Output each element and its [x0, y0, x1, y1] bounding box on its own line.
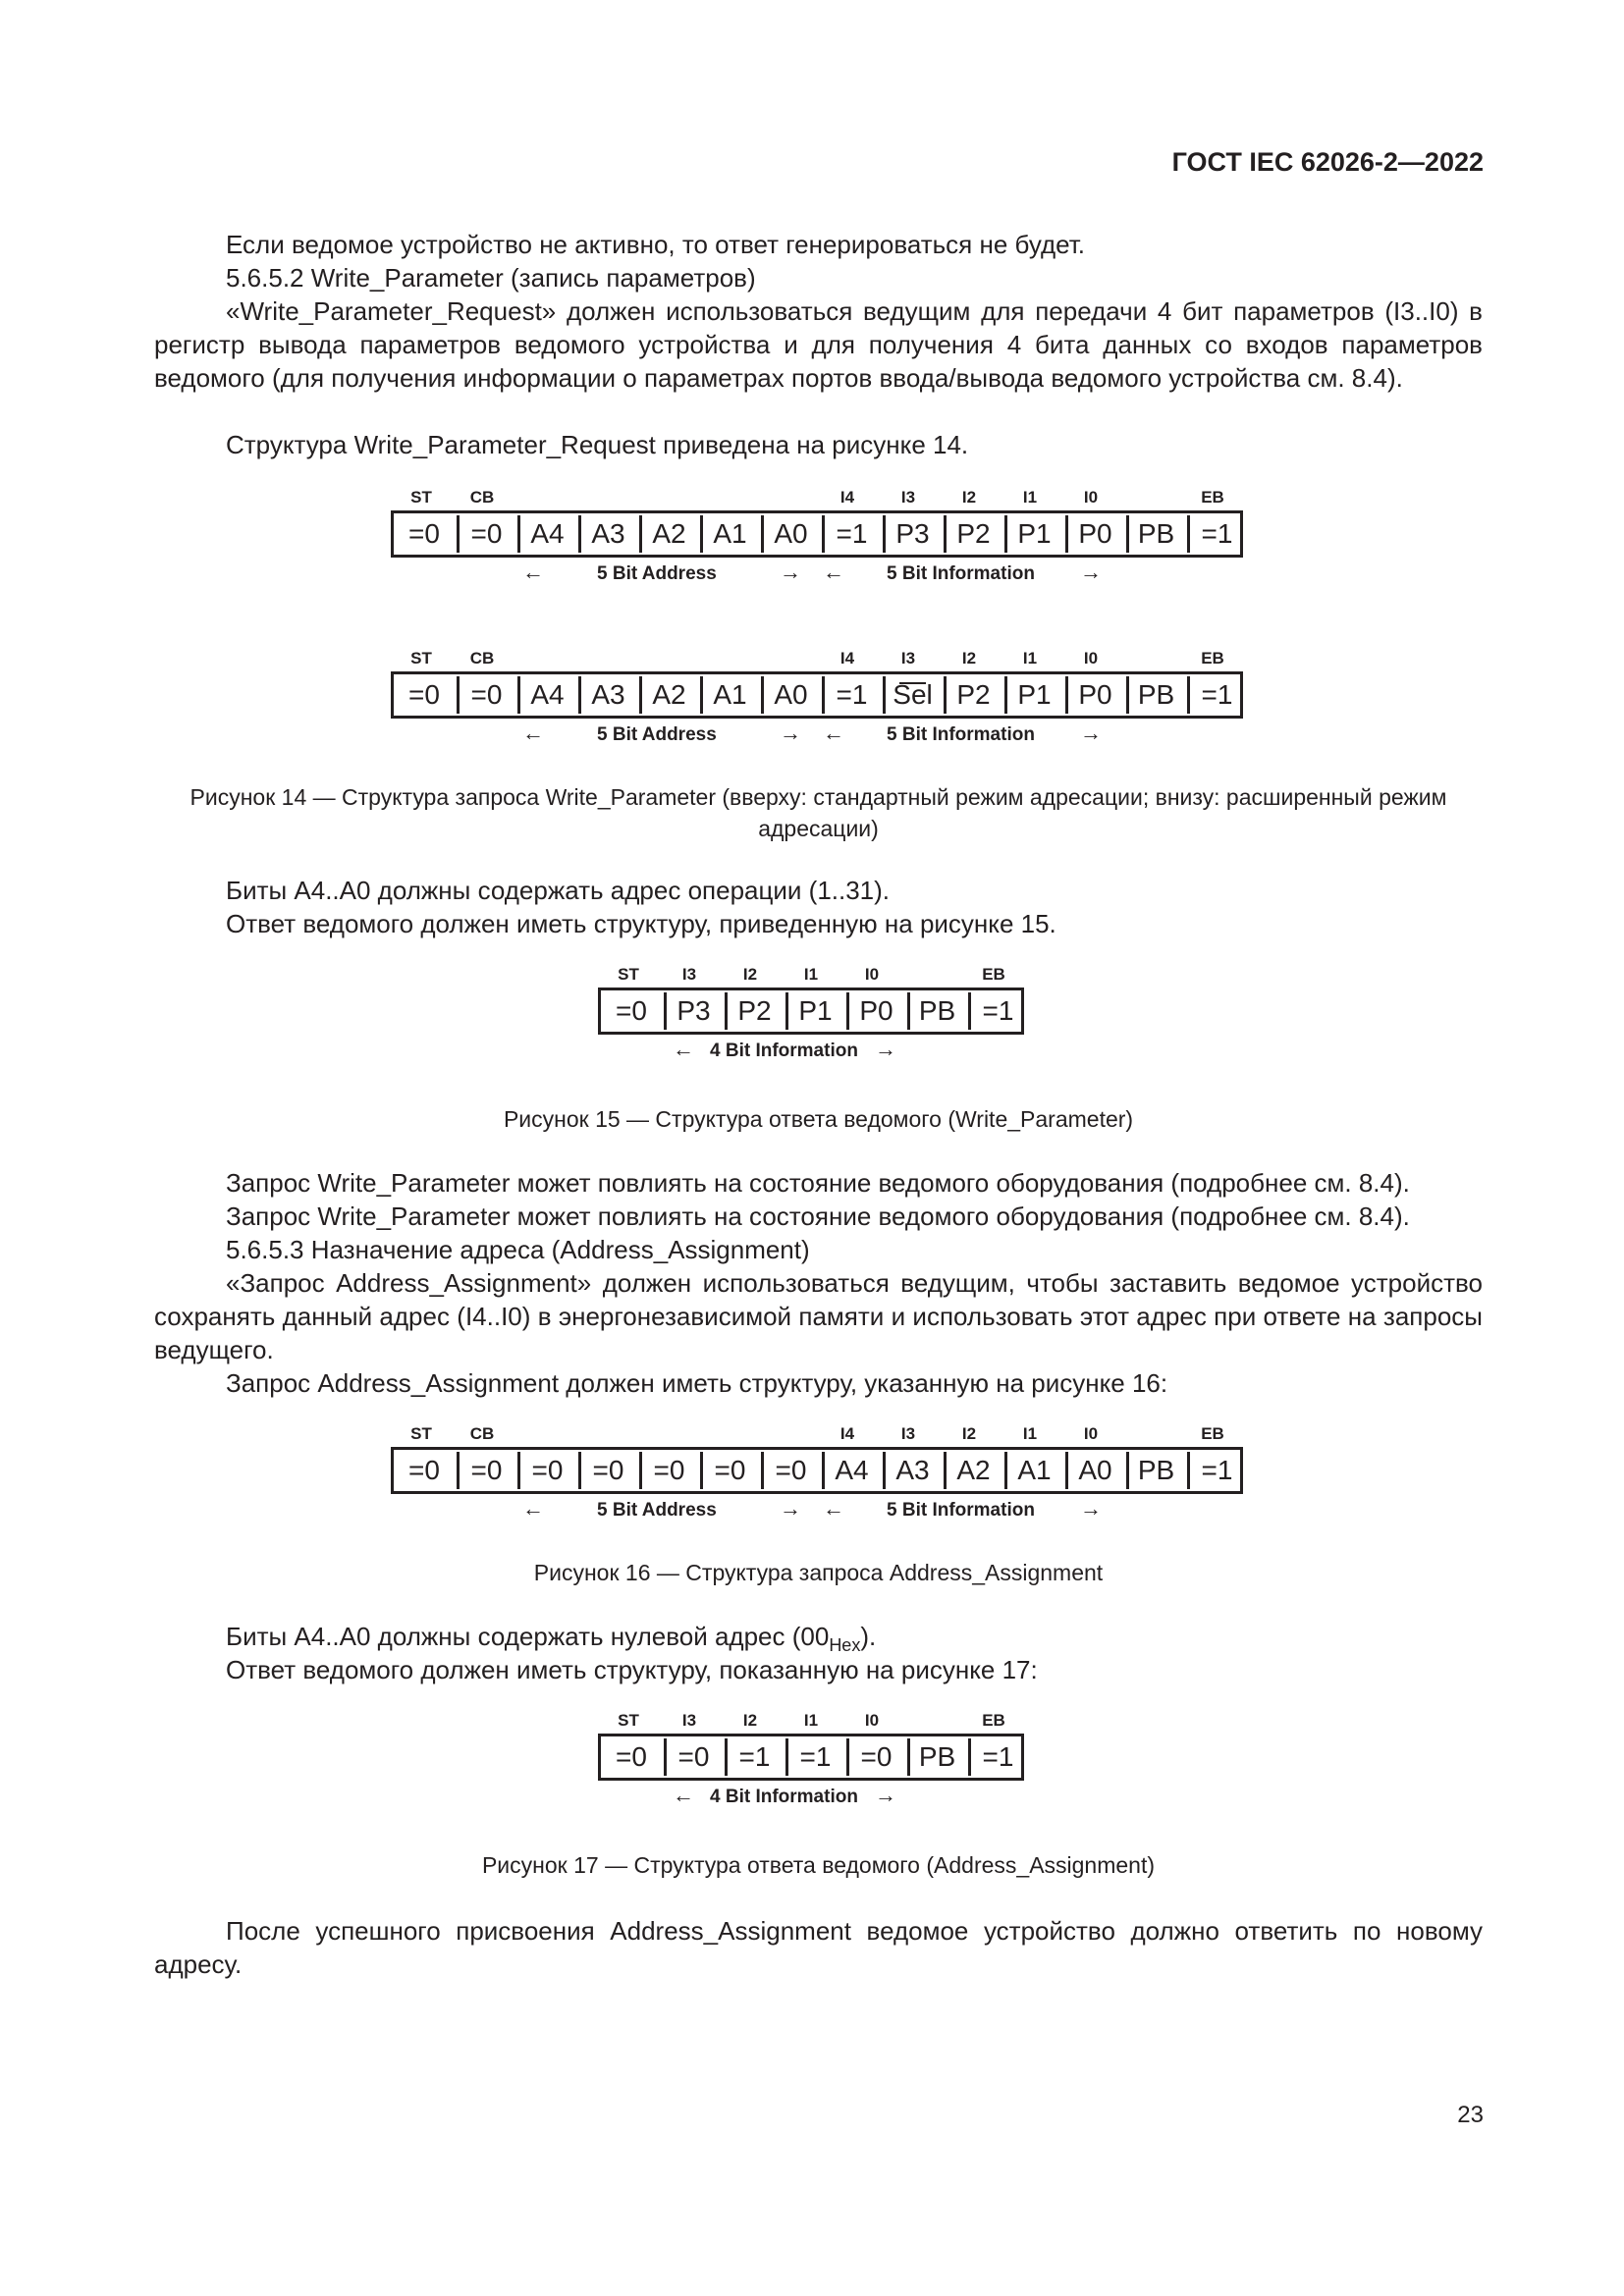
info-group-label: 4 Bit Information: [710, 1041, 858, 1061]
bit-label: EB: [982, 965, 1005, 984]
info-group-label: 5 Bit Information: [887, 1500, 1035, 1521]
bit-cell: A0: [1063, 1450, 1124, 1491]
bit-cell: P0: [1063, 674, 1124, 716]
address-group-label: 5 Bit Address: [597, 1500, 717, 1521]
figure-14-standard-frame: [391, 487, 1243, 589]
document-id: ГОСТ IEC 62026-2—2022: [1171, 147, 1484, 177]
paragraph-text: «Запрос Address_Assignment» должен использоваться ведущим, чтобы заставить ведомое устройство сохранять данный адрес (I4..I0) в энергонезависимой памяти и использовать этот адрес при ответе на запросы ведущего.: [154, 1268, 1483, 1364]
bit-label: I3: [681, 1711, 697, 1730]
bit-cell: P2: [942, 513, 1002, 555]
bit-cell: =1: [723, 1736, 784, 1778]
bit-cell: P3: [662, 990, 723, 1032]
bit-cell: =1: [1185, 513, 1246, 555]
bit-label: I0: [1083, 488, 1099, 507]
bit-cell: =0: [576, 1450, 637, 1491]
bit-label: CB: [469, 1424, 495, 1443]
address-group-label: 5 Bit Address: [597, 724, 717, 745]
bit-label: I1: [803, 1711, 819, 1730]
bit-label: EB: [1201, 1424, 1224, 1443]
bit-label: I2: [961, 1424, 977, 1443]
bit-group-row: [598, 1781, 1024, 1812]
figure-15-caption: Рисунок 15 — Структура ответа ведомого (Write_Parameter): [503, 1106, 1134, 1132]
bit-label: I3: [900, 488, 916, 507]
bit-frame: [391, 1447, 1243, 1494]
figure-16-frame: [391, 1423, 1243, 1525]
bit-label: I3: [681, 965, 697, 984]
bit-labels: [391, 1423, 1243, 1447]
bit-cell: =1: [820, 513, 881, 555]
bit-cell: PB: [1124, 674, 1185, 716]
bit-group-row: [598, 1035, 1024, 1066]
bit-label: I1: [1022, 488, 1038, 507]
bit-labels: [391, 487, 1243, 510]
bit-cell: A2: [637, 674, 698, 716]
bit-label: I4: [839, 1424, 855, 1443]
bit-cell: PB: [905, 990, 966, 1032]
right-arrow-icon: →: [780, 1496, 801, 1521]
paragraph-address-assignment-request: [154, 1266, 1483, 1366]
bit-frame: [598, 988, 1024, 1035]
bit-cell: =1: [1185, 674, 1246, 716]
section-heading-5-6-5-3: 5.6.5.3 Назначение адреса (Address_Assignment): [226, 1235, 810, 1264]
address-group-label: 5 Bit Address: [597, 563, 717, 584]
bit-cell: P1: [1002, 674, 1063, 716]
paragraph-inactive-slave: Если ведомое устройство не активно, то ответ генерироваться не будет.: [226, 230, 1085, 259]
bit-label: I0: [864, 1711, 880, 1730]
paragraph-structure-ref-16: Запрос Address_Assignment должен иметь структуру, указанную на рисунке 16:: [226, 1368, 1168, 1398]
bit-label: I1: [1022, 649, 1038, 667]
bit-label: EB: [1201, 488, 1224, 507]
right-arrow-icon: →: [780, 721, 801, 745]
figure-17-caption: Рисунок 17 — Структура ответа ведомого (Address_Assignment): [481, 1852, 1156, 1878]
left-arrow-icon: ←: [522, 1496, 544, 1521]
paragraph-text: «Write_Parameter_Request» должен использоваться ведущим для передачи 4 бит параметров (I3..I0) в регистр вывода параметров ведомого устройства и для получения 4 бита данных со входов параметров ведомого (для получения информации о параметрах портов ввода/вывода ведомого устройства см. 8.4).: [154, 296, 1483, 393]
paragraph-write-parameter-request: [154, 294, 1483, 395]
left-arrow-icon: ←: [823, 560, 844, 584]
bit-label: I2: [742, 965, 758, 984]
bit-labels: [598, 964, 1024, 988]
bit-cell: PB: [905, 1736, 966, 1778]
bit-group-row: [391, 1494, 1243, 1525]
bit-cell: PB: [1124, 1450, 1185, 1491]
bit-frame: [391, 671, 1243, 719]
bit-label: I0: [864, 965, 880, 984]
bit-cell: =0: [844, 1736, 905, 1778]
bit-cell: =0: [455, 1450, 515, 1491]
info-group-label: 5 Bit Information: [887, 724, 1035, 745]
bit-labels: [598, 1710, 1024, 1734]
bit-cell: P1: [784, 990, 844, 1032]
left-arrow-icon: ←: [522, 721, 544, 745]
paragraph-structure-ref-17: Ответ ведомого должен иметь структуру, показанную на рисунке 17:: [226, 1655, 1038, 1684]
bit-label: I3: [900, 649, 916, 667]
bit-cell: =1: [966, 1736, 1027, 1778]
bit-cell: A4: [515, 513, 576, 555]
bit-cell: A2: [637, 513, 698, 555]
right-arrow-icon: →: [875, 1783, 896, 1807]
bit-cell: =0: [759, 1450, 820, 1491]
bit-cell: =0: [408, 679, 440, 710]
bit-label: I0: [1083, 649, 1099, 667]
bit-label: I1: [1022, 1424, 1038, 1443]
zero-address-close: ).: [860, 1622, 877, 1651]
paragraph-write-parameter-effect: Запрос Write_Parameter может повлиять на состояние ведомого оборудования (подробнее см. 8.4).: [226, 1168, 1410, 1198]
figure-16-caption: Рисунок 16 — Структура запроса Address_Assignment: [533, 1560, 1104, 1585]
right-arrow-icon: →: [780, 560, 801, 584]
figure-15-frame: [598, 964, 1024, 1066]
bit-cell: A4: [515, 674, 576, 716]
bit-cell: =0: [616, 995, 647, 1026]
bit-cell: P0: [1063, 513, 1124, 555]
bit-label: EB: [982, 1711, 1005, 1730]
figure-17-frame: [598, 1710, 1024, 1812]
figure-14-extended-frame: [391, 648, 1243, 750]
zero-address-text: Биты A4..A0 должны содержать нулевой адрес (00: [226, 1622, 830, 1651]
bit-label: I1: [803, 965, 819, 984]
bit-label: I4: [839, 488, 855, 507]
bit-cell: P1: [1002, 513, 1063, 555]
bit-cell: =1: [820, 674, 881, 716]
bit-label: I4: [839, 649, 855, 667]
bit-label: I0: [1083, 1424, 1099, 1443]
sel-bit-cell: Sel: [881, 674, 942, 716]
paragraph-structure-ref-14: Структура Write_Parameter_Request приведена на рисунке 14.: [226, 430, 969, 459]
bit-label: ST: [618, 965, 639, 984]
bit-cell: =0: [698, 1450, 759, 1491]
bit-label: ST: [410, 649, 432, 667]
bit-label: ST: [410, 1424, 432, 1443]
bit-label: I2: [961, 488, 977, 507]
paragraph-structure-ref-15: Ответ ведомого должен иметь структуру, приведенную на рисунке 15.: [226, 909, 1056, 938]
bit-labels: [391, 648, 1243, 671]
bit-cell: PB: [1124, 513, 1185, 555]
bit-label: EB: [1201, 649, 1224, 667]
left-arrow-icon: ←: [673, 1037, 694, 1061]
bit-cell: A3: [576, 674, 637, 716]
bit-cell: A4: [820, 1450, 881, 1491]
right-arrow-icon: →: [875, 1037, 896, 1061]
info-group-label: 5 Bit Information: [887, 563, 1035, 584]
bit-label: ST: [618, 1711, 639, 1730]
bit-cell: =0: [616, 1741, 647, 1772]
paragraph-address-bits: Биты A4..A0 должны содержать адрес операции (1..31).: [226, 876, 891, 905]
bit-cell: A0: [759, 674, 820, 716]
bit-cell: A2: [942, 1450, 1002, 1491]
bit-cell: =1: [966, 990, 1027, 1032]
bit-cell: P2: [723, 990, 784, 1032]
bit-cell: =1: [784, 1736, 844, 1778]
left-arrow-icon: ←: [823, 1496, 844, 1521]
bit-cell: A3: [576, 513, 637, 555]
right-arrow-icon: →: [1080, 560, 1102, 584]
bit-cell: =0: [455, 674, 515, 716]
bit-cell: =0: [515, 1450, 576, 1491]
paragraph-after-assignment: [154, 1914, 1483, 1981]
bit-cell: A1: [698, 674, 759, 716]
bit-cell: =1: [1185, 1450, 1246, 1491]
left-arrow-icon: ←: [673, 1783, 694, 1807]
bit-label: ST: [410, 488, 432, 507]
hex-subscript: Hex: [829, 1635, 861, 1656]
bit-cell: =0: [637, 1450, 698, 1491]
bit-label: I2: [742, 1711, 758, 1730]
paragraph-write-parameter-effect-repeat: Запрос Write_Parameter может повлиять на состояние ведомого оборудования (подробнее см. 8.4).: [226, 1201, 1410, 1231]
bit-cell: =0: [455, 513, 515, 555]
bit-label: I3: [900, 1424, 916, 1443]
bit-frame: [391, 510, 1243, 558]
page-number: 23: [1457, 2102, 1484, 2128]
bit-cell: =0: [662, 1736, 723, 1778]
bit-group-row: [391, 719, 1243, 750]
bit-cell: =0: [408, 1455, 440, 1485]
bit-cell: A0: [759, 513, 820, 555]
section-heading-5-6-5-2: 5.6.5.2 Write_Parameter (запись параметров): [226, 263, 756, 293]
bit-cell: P2: [942, 674, 1002, 716]
right-arrow-icon: →: [1080, 1496, 1102, 1521]
left-arrow-icon: ←: [823, 721, 844, 745]
bit-cell: P0: [844, 990, 905, 1032]
figure-14-caption: Рисунок 14 — Структура запроса Write_Parameter (вверху: стандартный режим адресации; внизу: расширенный режим адресации): [189, 784, 1447, 841]
bit-cell: A1: [698, 513, 759, 555]
left-arrow-icon: ←: [522, 560, 544, 584]
bit-cell: =0: [408, 518, 440, 549]
bit-label: I2: [961, 649, 977, 667]
bit-label: CB: [469, 649, 495, 667]
paragraph-text: После успешного присвоения Address_Assignment ведомое устройство должно ответить по новому адресу.: [154, 1916, 1483, 1979]
bit-cell: A3: [881, 1450, 942, 1491]
bit-cell: P3: [881, 513, 942, 555]
right-arrow-icon: →: [1080, 721, 1102, 745]
bit-frame: [598, 1734, 1024, 1781]
info-group-label: 4 Bit Information: [710, 1787, 858, 1807]
bit-group-row: [391, 558, 1243, 589]
bit-cell: A1: [1002, 1450, 1063, 1491]
bit-label: CB: [469, 488, 495, 507]
